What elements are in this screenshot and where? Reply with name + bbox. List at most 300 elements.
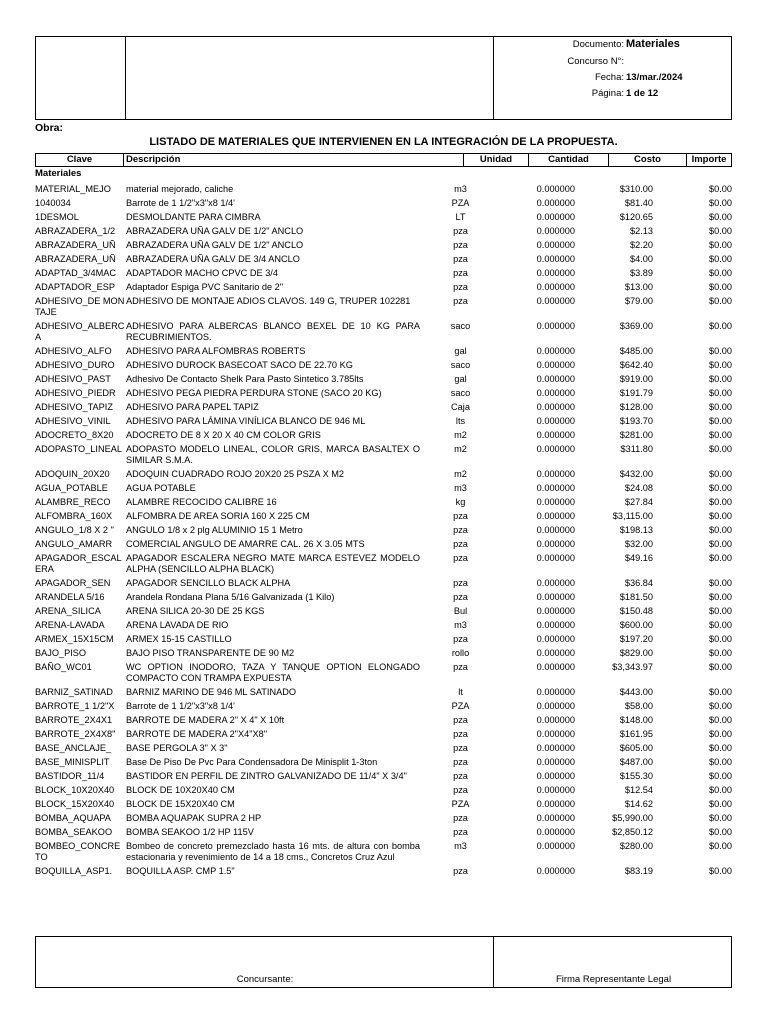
cell-clave: ADOPASTO_LINEAL [35, 443, 122, 454]
cell-descripcion: ALFOMBRA DE AREA SORIA 160 X 225 CM [126, 510, 310, 521]
cell-cantidad: 0.000000 [536, 496, 575, 507]
cell-unidad: pza [453, 591, 468, 602]
cell-importe: $0.00 [709, 320, 732, 331]
cell-descripcion: BOMBA AQUAPAK SUPRA 2 HP [126, 812, 262, 823]
table-row [35, 280, 732, 294]
cell-importe: $0.00 [709, 865, 732, 876]
cell-descripcion: ALAMBRE RECOCIDO CALIBRE 16 [126, 496, 277, 507]
cell-descripcion: Bombeo de concreto premezclado hasta 16 mts. de altura con bomba estacionaria y revenimiento de 14 a 18 cms., Concretos Cruz Azul [126, 840, 420, 862]
cell-unidad: m2 [454, 468, 467, 479]
cell-cantidad: 0.000000 [536, 239, 575, 250]
cell-descripcion: APAGADOR ESCALERA NEGRO MATE MARCA ESTEVEZ MODELO ALPHA (SENCILLO ALPHA BLACK) [126, 552, 420, 574]
table-row [35, 428, 732, 442]
table-row [35, 632, 732, 646]
cell-unidad: pza [453, 756, 468, 767]
cell-costo: $2.13 [630, 225, 653, 236]
cell-cantidad: 0.000000 [536, 770, 575, 781]
cell-clave: BARNIZ_SATINAD [35, 686, 113, 697]
cell-descripcion: ABRAZADERA UÑA GALV DE 3/4 ANCLO [126, 253, 300, 264]
cell-costo: $27.84 [624, 496, 653, 507]
table-row [35, 727, 732, 741]
cell-descripcion: ADHESIVO DE MONTAJE ADIOS CLAVOS. 149 G, TRUPER 102281 [126, 295, 411, 306]
cell-cantidad: 0.000000 [536, 415, 575, 426]
cell-costo: $485.00 [619, 345, 653, 356]
cell-descripcion: ARENA LAVADA DE RIO [126, 619, 229, 630]
header-company-cell [126, 37, 494, 119]
cell-clave: ADOQUIN_20X20 [35, 468, 110, 479]
cell-costo: $311.80 [620, 443, 653, 454]
cell-cantidad: 0.000000 [536, 253, 575, 264]
cell-unidad: pza [453, 281, 468, 292]
cell-costo: $310.00 [619, 183, 653, 194]
cell-unidad: Bul [453, 605, 468, 616]
table-row [35, 576, 732, 590]
table-row [35, 467, 732, 481]
cell-clave: BOMBEO_CONCRETO [35, 840, 121, 862]
cell-clave: BARROTE_2X4X1 [35, 714, 113, 725]
cell-descripcion: ADHESIVO PARA ALFOMBRAS ROBERTS [126, 345, 306, 356]
cell-descripcion: Base De Piso De Pvc Para Condensadora De Minisplit 1-3ton [126, 756, 378, 767]
cell-importe: $0.00 [709, 401, 732, 412]
cell-costo: $829.00 [619, 647, 653, 658]
cell-descripcion: BLOCK DE 10X20X40 CM [126, 784, 235, 795]
cell-unidad: pza [453, 784, 468, 795]
column-headers [35, 153, 732, 167]
cell-cantidad: 0.000000 [536, 510, 575, 521]
cell-cantidad: 0.000000 [536, 197, 575, 208]
cell-clave: ADHESIVO_PIEDR [35, 387, 116, 398]
cell-unidad: lts [455, 415, 466, 426]
cell-cantidad: 0.000000 [536, 552, 575, 563]
cell-costo: $81.40 [624, 197, 653, 208]
cell-descripcion: ADHESIVO PEGA PIEDRA PERDURA STONE (SACO 20 KG) [126, 387, 382, 398]
cell-clave: BASE_MINISPLIT [35, 756, 110, 767]
table-row [35, 660, 732, 685]
cell-importe: $0.00 [709, 239, 732, 250]
table-row [35, 182, 732, 196]
cell-unidad: Caja [451, 401, 470, 412]
cell-clave: ARANDELA 5/16 [35, 591, 105, 602]
table-row [35, 358, 732, 372]
cell-unidad: pza [453, 812, 468, 823]
table-row [35, 839, 732, 864]
table-row [35, 685, 732, 699]
cell-importe: $0.00 [709, 281, 732, 292]
cell-descripcion: WC OPTION INODORO, TAZA Y TANQUE OPTION ELONGADO COMPACTO CON TRAMPA EXPUESTA [126, 661, 420, 683]
cell-importe: $0.00 [709, 714, 732, 725]
pagina-value: 1 de 12 [626, 88, 659, 99]
cell-costo: $600.00 [619, 619, 653, 630]
cell-descripcion: BASTIDOR EN PERFIL DE ZINTRO GALVANIZADO DE 11/4" X 3/4" [126, 770, 407, 781]
cell-cantidad: 0.000000 [536, 714, 575, 725]
cell-unidad: pza [453, 510, 468, 521]
table-row [35, 481, 732, 495]
cell-unidad: pza [453, 661, 468, 672]
cell-importe: $0.00 [709, 552, 732, 563]
cell-unidad: m2 [454, 429, 467, 440]
cell-importe: $0.00 [709, 468, 732, 479]
table-row [35, 604, 732, 618]
cell-costo: $49.16 [624, 552, 653, 563]
cell-cantidad: 0.000000 [536, 742, 575, 753]
table-row [35, 266, 732, 280]
cell-descripcion: BOMBA SEAKOO 1/2 HP 115V [126, 826, 254, 837]
cell-costo: $3.89 [630, 267, 653, 278]
cell-clave: MATERIAL_MEJO [35, 183, 111, 194]
pagina-line [494, 88, 659, 99]
table-row [35, 252, 732, 266]
cell-unidad: pza [453, 239, 468, 250]
cell-descripcion: DESMOLDANTE PARA CIMBRA [126, 211, 261, 222]
cell-importe: $0.00 [709, 756, 732, 767]
cell-importe: $0.00 [709, 784, 732, 795]
cell-importe: $0.00 [709, 496, 732, 507]
cell-cantidad: 0.000000 [536, 211, 575, 222]
cell-descripcion: BARROTE DE MADERA 2" X 4" X 10ft [126, 714, 285, 725]
cell-importe: $0.00 [709, 700, 732, 711]
cell-cantidad: 0.000000 [536, 429, 575, 440]
cell-cantidad: 0.000000 [536, 359, 575, 370]
table-row [35, 713, 732, 727]
cell-cantidad: 0.000000 [536, 812, 575, 823]
cell-unidad: pza [453, 714, 468, 725]
cell-unidad: pza [453, 728, 468, 739]
cell-unidad: pza [453, 577, 468, 588]
cell-importe: $0.00 [709, 840, 732, 851]
table-row [35, 386, 732, 400]
cell-clave: ADHESIVO_DE MONTAJE [35, 295, 125, 317]
cell-cantidad: 0.000000 [536, 401, 575, 412]
table-row [35, 319, 732, 344]
cell-clave: BARROTE_1 1/2"X [35, 700, 115, 711]
cell-unidad: pza [453, 633, 468, 644]
cell-descripcion: Barrote de 1 1/2"x3"x8 1/4' [126, 700, 235, 711]
cell-costo: $369.00 [619, 320, 653, 331]
cell-costo: $193.70 [619, 415, 653, 426]
table-row [35, 224, 732, 238]
table-row [35, 755, 732, 769]
table-row [35, 590, 732, 604]
cell-descripcion: Adaptador Espiga PVC Sanitario de 2" [126, 281, 283, 292]
cell-unidad: m3 [454, 619, 467, 630]
cell-importe: $0.00 [709, 443, 732, 454]
cell-clave: BAÑO_WC01 [35, 661, 92, 672]
cell-importe: $0.00 [709, 605, 732, 616]
cell-descripcion: BASE PERGOLA 3" X 3" [126, 742, 228, 753]
cell-importe: $0.00 [709, 373, 732, 384]
cell-costo: $197.20 [619, 633, 653, 644]
cell-costo: $181.50 [619, 591, 653, 602]
cell-unidad: lt [458, 686, 463, 697]
cell-costo: $128.00 [619, 401, 653, 412]
table-row [35, 618, 732, 632]
cell-importe: $0.00 [709, 345, 732, 356]
table-row [35, 196, 732, 210]
cell-importe: $0.00 [709, 253, 732, 264]
cell-cantidad: 0.000000 [536, 756, 575, 767]
col-unidad: Unidad [464, 154, 529, 166]
cell-importe: $0.00 [709, 647, 732, 658]
cell-cantidad: 0.000000 [536, 267, 575, 278]
table-row [35, 537, 732, 551]
cell-unidad: PZA [451, 798, 470, 809]
cell-costo: $79.00 [624, 295, 653, 306]
cell-importe: $0.00 [709, 267, 732, 278]
cell-costo: $12.54 [624, 784, 653, 795]
firma-label: Firma Representante Legal [555, 974, 672, 985]
cell-importe: $0.00 [709, 812, 732, 823]
cell-unidad: saco [450, 387, 471, 398]
cell-cantidad: 0.000000 [536, 482, 575, 493]
table-row [35, 238, 732, 252]
cell-cantidad: 0.000000 [536, 345, 575, 356]
cell-unidad: pza [453, 552, 468, 563]
col-costo: Costo [609, 154, 687, 166]
cell-importe: $0.00 [709, 415, 732, 426]
cell-cantidad: 0.000000 [536, 865, 575, 876]
table-row [35, 864, 732, 878]
cell-descripcion: BLOCK DE 15X20X40 CM [126, 798, 235, 809]
cell-descripcion: ADHESIVO PARA LÁMINA VINÍLICA BLANCO DE 946 ML [126, 415, 366, 426]
cell-cantidad: 0.000000 [536, 468, 575, 479]
cell-costo: $3,115.00 [612, 510, 653, 521]
cell-descripcion: ADOCRETO DE 8 X 20 X 40 CM COLOR GRIS [126, 429, 321, 440]
concurso-line [494, 56, 624, 67]
cell-unidad: pza [453, 225, 468, 236]
cell-clave: ARENA_SILICA [35, 605, 101, 616]
cell-costo: $2.20 [630, 239, 653, 250]
table-row [35, 825, 732, 839]
table-row [35, 699, 732, 713]
cell-importe: $0.00 [709, 387, 732, 398]
cell-cantidad: 0.000000 [536, 633, 575, 644]
cell-costo: $161.95 [619, 728, 653, 739]
cell-cantidad: 0.000000 [536, 538, 575, 549]
cell-costo: $5,990.00 [612, 812, 653, 823]
cell-importe: $0.00 [709, 770, 732, 781]
cell-descripcion: COMERCIAL ANGULO DE AMARRE CAL. 26 X 3.05 MTS [126, 538, 365, 549]
cell-importe: $0.00 [709, 798, 732, 809]
cell-importe: $0.00 [709, 826, 732, 837]
cell-clave: ANGULO_AMARR [35, 538, 113, 549]
cell-cantidad: 0.000000 [536, 591, 575, 602]
cell-unidad: pza [453, 826, 468, 837]
cell-cantidad: 0.000000 [536, 443, 575, 454]
cell-cantidad: 0.000000 [536, 686, 575, 697]
table-row [35, 797, 732, 811]
table-row [35, 509, 732, 523]
cell-descripcion: BAJO PISO TRANSPARENTE DE 90 M2 [126, 647, 295, 658]
cell-importe: $0.00 [709, 295, 732, 306]
cell-descripcion: ADAPTADOR MACHO CPVC DE 3/4 [126, 267, 278, 278]
cell-cantidad: 0.000000 [536, 320, 575, 331]
cell-cantidad: 0.000000 [536, 183, 575, 194]
cell-unidad: LT [455, 211, 466, 222]
cell-costo: $83.19 [624, 865, 653, 876]
cell-unidad: pza [453, 267, 468, 278]
cell-unidad: saco [450, 320, 471, 331]
cell-cantidad: 0.000000 [536, 647, 575, 658]
cell-unidad: kg [455, 496, 466, 507]
cell-costo: $198.13 [619, 524, 653, 535]
cell-cantidad: 0.000000 [536, 605, 575, 616]
cell-costo: $642.40 [619, 359, 653, 370]
cell-descripcion: ADOQUIN CUADRADO ROJO 20X20 25 PSZA X M2 [126, 468, 345, 479]
cell-unidad: pza [453, 524, 468, 535]
table-row [35, 523, 732, 537]
cell-descripcion: material mejorado, caliche [126, 183, 234, 194]
cell-clave: ADHESIVO_ALBERCA [35, 320, 125, 342]
cell-costo: $13.00 [624, 281, 653, 292]
cell-clave: ALFOMBRA_160X [35, 510, 113, 521]
cell-cantidad: 0.000000 [536, 826, 575, 837]
cell-importe: $0.00 [709, 661, 732, 672]
cell-descripcion: BARROTE DE MADERA 2"X4"X8" [126, 728, 268, 739]
cell-cantidad: 0.000000 [536, 798, 575, 809]
cell-cantidad: 0.000000 [536, 840, 575, 851]
fecha-line [494, 72, 683, 83]
cell-costo: $155.30 [619, 770, 653, 781]
cell-clave: BAJO_PISO [35, 647, 87, 658]
cell-importe: $0.00 [709, 510, 732, 521]
cell-descripcion: ADHESIVO PARA ALBERCAS BLANCO BEXEL DE 10 KG PARA RECUBRIMIENTOS. [126, 320, 420, 342]
obra-label: Obra: [35, 122, 64, 134]
cell-clave: ARMEX_15X15CM [35, 633, 114, 644]
cell-cantidad: 0.000000 [536, 577, 575, 588]
table-row [35, 811, 732, 825]
concurso-label: Concurso N°: [567, 56, 624, 67]
cell-unidad: pza [453, 538, 468, 549]
table-row [35, 551, 732, 576]
section-label: Materiales [35, 168, 82, 179]
cell-descripcion: Arandela Rondana Plana 5/16 Galvanizada (1 Kilo) [126, 591, 335, 602]
cell-clave: 1DESMOL [35, 211, 79, 222]
cell-descripcion: ABRAZADERA UÑA GALV DE 1/2" ANCLO [126, 239, 304, 250]
table-row [35, 344, 732, 358]
cell-clave: BOMBA_SEAKOO [35, 826, 113, 837]
cell-importe: $0.00 [709, 538, 732, 549]
cell-importe: $0.00 [709, 686, 732, 697]
cell-importe: $0.00 [709, 482, 732, 493]
cell-costo: $2,850.12 [612, 826, 653, 837]
cell-unidad: pza [453, 742, 468, 753]
table-row [35, 210, 732, 224]
cell-clave: ADOCRETO_8X20 [35, 429, 114, 440]
cell-descripcion: ADHESIVO PARA PAPEL TAPIZ [126, 401, 259, 412]
documento-value: Materiales [626, 38, 680, 50]
documento-label: Documento: [572, 39, 624, 50]
table-row [35, 741, 732, 755]
footer-box [35, 936, 732, 988]
cell-importe: $0.00 [709, 225, 732, 236]
cell-clave: ADAPTAD_3/4MAC [35, 267, 117, 278]
cell-costo: $150.48 [619, 605, 653, 616]
cell-cantidad: 0.000000 [536, 661, 575, 672]
cell-clave: ABRAZADERA_UÑ [35, 253, 116, 264]
cell-importe: $0.00 [709, 359, 732, 370]
cell-unidad: rollo [451, 647, 470, 658]
cell-descripcion: ARMEX 15-15 CASTILLO [126, 633, 232, 644]
cell-clave: BOMBA_AQUAPA [35, 812, 111, 823]
cell-importe: $0.00 [709, 633, 732, 644]
cell-costo: $120.65 [619, 211, 653, 222]
cell-importe: $0.00 [709, 619, 732, 630]
cell-descripcion: AGUA POTABLE [126, 482, 196, 493]
cell-costo: $281.00 [619, 429, 653, 440]
fecha-label: Fecha: [594, 72, 624, 83]
cell-costo: $432.00 [619, 468, 653, 479]
cell-clave: APAGADOR_SEN [35, 577, 111, 588]
cell-descripcion: ADOPASTO MODELO LINEAL, COLOR GRIS, MARCA BASALTEX O SIMILAR S.M.A. [126, 443, 420, 465]
materials-table [35, 182, 732, 878]
table-row [35, 442, 732, 467]
cell-cantidad: 0.000000 [536, 728, 575, 739]
page-title: LISTADO DE MATERIALES QUE INTERVIENEN EN LA INTEGRACIÓN DE LA PROPUESTA. [149, 136, 618, 148]
cell-cantidad: 0.000000 [536, 784, 575, 795]
cell-unidad: m3 [454, 482, 467, 493]
cell-clave: BOQUILLA_ASP1. [35, 865, 113, 876]
cell-unidad: m3 [454, 840, 467, 851]
table-row [35, 769, 732, 783]
table-row [35, 414, 732, 428]
cell-clave: BLOCK_15X20X40 [35, 798, 115, 809]
cell-descripcion: BARNIZ MARINO DE 946 ML SATINADO [126, 686, 296, 697]
cell-clave: ABRAZADERA_1/2 [35, 225, 116, 236]
cell-clave: ALAMBRE_RECO [35, 496, 111, 507]
cell-importe: $0.00 [709, 197, 732, 208]
table-row [35, 294, 732, 319]
cell-cantidad: 0.000000 [536, 373, 575, 384]
cell-unidad: PZA [451, 197, 470, 208]
documento-line [494, 38, 680, 50]
cell-costo: $605.00 [619, 742, 653, 753]
cell-importe: $0.00 [709, 591, 732, 602]
pagina-label: Página: [591, 88, 624, 99]
cell-descripcion: Adhesivo De Contacto Shelk Para Pasto Sintetico 3.785lts [126, 373, 364, 384]
cell-costo: $280.00 [619, 840, 653, 851]
cell-descripcion: BOQUILLA ASP. CMP 1.5" [126, 865, 235, 876]
cell-cantidad: 0.000000 [536, 225, 575, 236]
header-info-cell [494, 37, 733, 119]
cell-cantidad: 0.000000 [536, 619, 575, 630]
cell-descripcion: ADHESIVO DUROCK BASECOAT SACO DE 22.70 KG [126, 359, 353, 370]
cell-clave: BARROTE_2X4X8" [35, 728, 116, 739]
cell-unidad: gal [454, 373, 467, 384]
cell-clave: ABRAZADERA_UÑ [35, 239, 116, 250]
cell-costo: $919.00 [619, 373, 653, 384]
table-row [35, 400, 732, 414]
cell-unidad: m2 [454, 443, 467, 454]
col-descripcion: Descripción [124, 154, 464, 166]
cell-clave: ADHESIVO_TAPIZ [35, 401, 113, 412]
cell-clave: APAGADOR_ESCALERA [35, 552, 122, 574]
cell-costo: $487.00 [619, 756, 653, 767]
cell-cantidad: 0.000000 [536, 295, 575, 306]
cell-costo: $3,343.97 [612, 661, 653, 672]
cell-clave: BLOCK_10X20X40 [35, 784, 115, 795]
cell-cantidad: 0.000000 [536, 700, 575, 711]
cell-clave: ADHESIVO_PAST [35, 373, 111, 384]
cell-unidad: pza [453, 770, 468, 781]
cell-unidad: saco [450, 359, 471, 370]
cell-importe: $0.00 [709, 577, 732, 588]
cell-clave: AGUA_POTABLE [35, 482, 108, 493]
cell-unidad: pza [453, 295, 468, 306]
header-box [35, 36, 732, 120]
cell-costo: $191.79 [619, 387, 653, 398]
cell-descripcion: APAGADOR SENCILLO BLACK ALPHA [126, 577, 291, 588]
cell-costo: $443.00 [619, 686, 653, 697]
